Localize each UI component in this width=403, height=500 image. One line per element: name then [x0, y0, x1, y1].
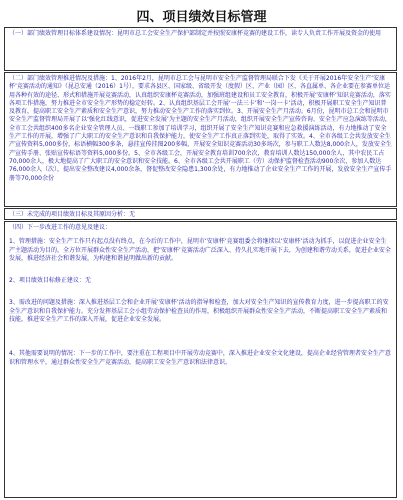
- section-promotion-measures: [4, 72, 397, 207]
- section-management-system: [4, 27, 397, 71]
- section-header: （四）下一步改进工作的意见及建议：: [9, 224, 112, 231]
- section-header: （二）部门绩效管理推进情况及措施：: [9, 75, 112, 82]
- section-incomplete-goals: [4, 208, 397, 220]
- suggestion-item: 1、管理措施：安全生产工作只有起点没有终点，在今后的工作中，昆明市‘安康杯’竞赛组委会将继续以‘安康杯’活动为抓手，以促进企业安全生产主题活动为目的，全方位开展群众性安全生产活动，把‘安康杯’竞赛活动广泛深入、持久扎实地开展下去，为创建和谐劳动关系，促进企业安全发展，推进经济社会和谐发展，为构建和谐昆明做出新的贡献。: [9, 238, 391, 262]
- suggestion-item: 4、其他需要说明的情况：下一步的工作中，要注重在工程项目中开展劳动竞赛中，深入推进企业安全文化建设，提高企业经营管理者安全生产意识和管理水平，通过群众性安全生产竞赛活动，提高职工安全生产意识和法律意识。: [9, 350, 391, 366]
- section-improvement-suggestions: [4, 221, 397, 498]
- section-text: 昆明市总工会安全生产保护部制定并按照安康杯竞赛的建设工作，读专人负责工作开展及资金的使用: [117, 30, 382, 37]
- section-text: 无: [129, 211, 136, 218]
- section-text: 1、2016年2月，昆明市总工会与昆明市安全生产监督管理局联合下发《关于开展2016年安全生产‘安康杯’竞赛活动的通知》（昆总安通（2016）1号），要求各县区、国家级、省级开发（度假）区、产业（园）区、各直属单、各企业要在参赛单位运用各种有效的途径、形式和措施开展竞赛活动，认真组织安康杯竞赛活动，加强班组建设和员工安全教育，积极开展‘安康杯’知识竞赛活动，落实各项工作措施，努力推进全市安全生产形势的稳定好转。2、认真组织基层工会开展‘一法三卡’和‘一岗一卡’活动，积极开展职工安全生产知识普及教育，提高职工安全生产素质和安全生产意识，努力推动安全生产工作的落实到位。3、开展安全生产月活动。6月份，昆明市总工会和昆明市安全生产监督管理局开展了以‘强化红线意识，促进安全发展’为主题的安全生产月活动，组织开展安全生产宣传咨询、安全生产应急演练等活动，全市工会共组织400多名企业安全管理人员、一线职工参加了培训学习，组织开展了安全生产知识竞赛和应急救援演练活动，有力地推动了安全生产工作的开展，增强了广大职工的安全生产意识和自我保护能力，使安全生产工作真正落到实处，取得了实效。4、全市各级工会共发放安全生产宣传资料5,000多份，标语横幅300多条，悬挂宣传挂图200多幅，开展安全知识竞赛活动30多场次，参与职工人数达8,000余人，发放安全生产宣传手册、张贴宣传标语等资料5,000多份。5、全市各级工会，开展安全教育培训700余次，教育培训人数达150,000余人，其中农民工占70,000余人，极大地提高了广大职工的安全意识和安全技能。6、全市各级工会共开展职工（劳）动保护监督检查活动900余次，参加人数达76,000余人（次），提出安全整改建议4,000余条，督促整改安全隐患1,300余处，有力地推动了企业安全生产工作的开展，发放安全生产宣传手册等70,000余份: [9, 75, 392, 182]
- suggestion-item: 2、项目绩效目标修正建议：无: [9, 277, 91, 285]
- section-header: （一）部门绩效管理目标体系建设情况：: [9, 30, 118, 37]
- page-title: 四、项目绩效目标管理: [136, 10, 267, 25]
- suggestion-item: 3、需改进的问题及措施：深入推进基层工会和企业开展‘安康杯’活动的指导和检查，加大对安全生产知识的宣传教育力度，进一步提高职工的安全生产意识和自我保护能力。充分发挥基层工会小组劳动保护检查员的作用，积极组织开展群众性安全生产活动，不断提高职工安全生产素质和技能，推进安全生产工作的深入开展，促进企业安全发展。: [9, 299, 389, 324]
- section-header: （三）未完成的项目绩效目标及其原因分析：: [9, 211, 130, 218]
